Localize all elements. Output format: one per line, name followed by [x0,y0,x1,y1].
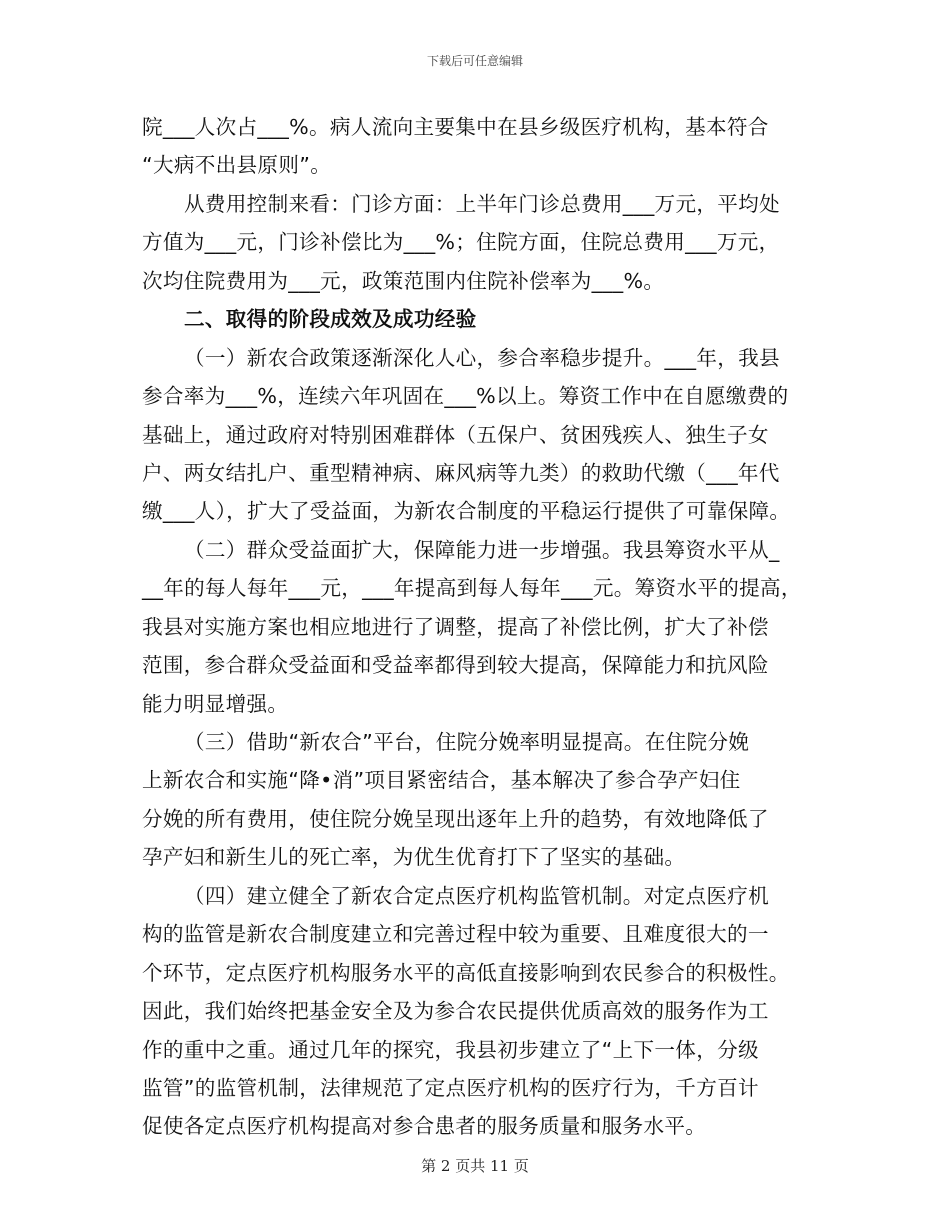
text-line: 促使各定点医疗机构提高对参合患者的服务质量和服务水平。 [142,1114,707,1139]
text-line: 能力明显增强。 [142,691,289,716]
text-line: 构的监管是新农合制度建立和完善过程中较为重要、且难度很大的一 [142,922,769,947]
text-line: （三）借助“新农合”平台，住院分娩率明显提高。在住院分娩 [184,730,750,754]
page-footer: 第 2 页共 11 页 [421,1157,529,1175]
text-line: “大病不出县原则”。 [142,153,332,178]
text-line: 基础上，通过政府对特别困难群体（五保户、贫困残疾人、独生子女 [142,422,769,447]
text-line: 户、两女结扎户、重型精神病、麻风病等九类）的救助代缴（___年代 [142,460,780,485]
text-line: 缴___人），扩大了受益面，为新农合制度的平稳运行提供了可靠保障。 [142,499,791,524]
text-line: 因此，我们始终把基金安全及为参合农民提供优质高效的服务作为工 [142,999,769,1024]
text-line: （四）建立健全了新农合定点医疗机构监管机制。对定点医疗机 [184,883,770,908]
text-line: 参合率为___%，连续六年巩固在___%以上。筹资工作中在自愿缴费的 [142,384,789,409]
text-line: 院___人次占___%。病人流向主要集中在县乡级医疗机构，基本符合 [142,115,769,139]
text-line: （二）群众受益面扩大，保障能力进一步增强。我县筹资水平从_ [184,537,780,562]
text-line: __年的每人每年___元，___年提高到每人每年___元。筹资水平的提高， [142,576,802,601]
text-line: 分娩的所有费用，使住院分娩呈现出逐年上升的趋势，有效地降低了 [142,806,769,831]
text-line: （一）新农合政策逐渐深化人心，参合率稳步提升。___年，我县 [184,345,780,370]
text-line: 范围，参合群众受益面和受益率都得到较大提高，保障能力和抗风险 [142,653,769,678]
text-line: 个环节，定点医疗机构服务水平的高低直接影响到农民参合的积极性。 [142,960,790,985]
text-line: 方值为___元，门诊补偿比为___%；住院方面，住院总费用___万元， [142,230,780,255]
text-line: 孕产妇和新生儿的死亡率，为优生优育打下了坚实的基础。 [142,845,686,870]
text-line: 从费用控制来看：门诊方面：上半年门诊总费用___万元，平均处 [184,191,780,216]
text-line: 监管”的监管机制，法律规范了定点医疗机构的医疗行为，千方百计 [142,1075,759,1100]
text-line: 作的重中之重。通过几年的探究，我县初步建立了“上下一体，分级 [142,1037,759,1062]
text-line: 次均住院费用为___元，政策范围内住院补偿率为___%。 [142,268,665,293]
section-heading: 二、取得的阶段成效及成功经验 [184,307,477,332]
text-line: 我县对实施方案也相应地进行了调整，提高了补偿比例，扩大了补偿 [142,614,769,639]
page-header: 下载后可任意编辑 [426,54,523,68]
document-body [142,108,810,1146]
text-line: 上新农合和实施“降•消”项目紧密结合，基本解决了参合孕产妇住 [142,768,741,793]
